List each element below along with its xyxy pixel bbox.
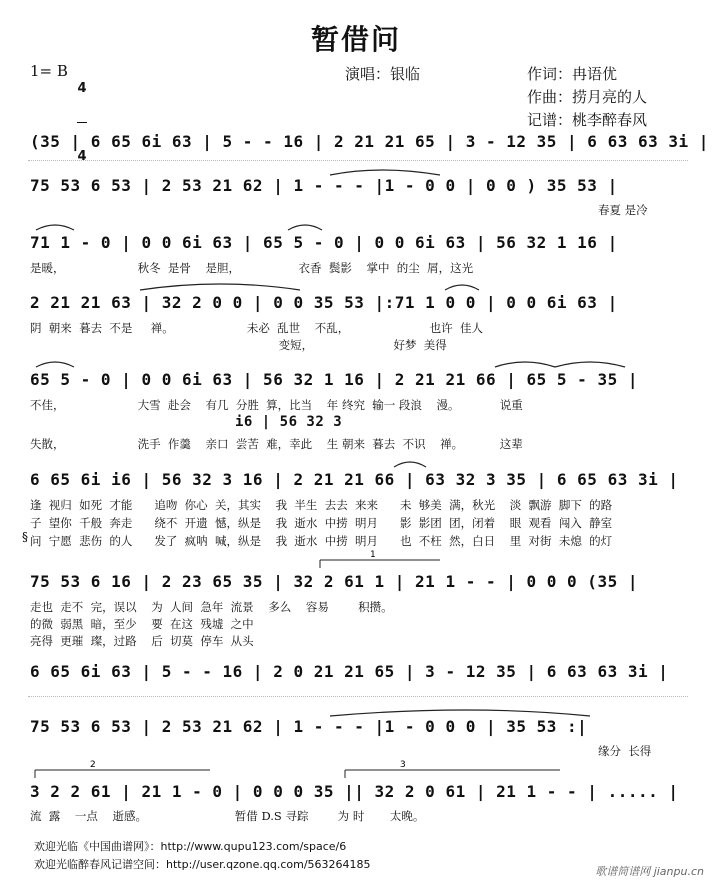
score-row: 6 65 6i i6 | 56 32 3 16 | 2 21 21 66 | 63 32 3 35 | 6 65 63 3i |	[30, 470, 679, 489]
alt-notes: i6 | 56 32 3	[235, 414, 343, 430]
lyricist: 作词：冉语优	[527, 65, 618, 83]
volta-number: 2	[90, 760, 96, 770]
footer-link-qzone[interactable]: 欢迎光临醉春风记谱空间：http://user.qzone.qq.com/563264185	[34, 858, 371, 871]
time-signature-top: 4	[77, 81, 87, 96]
score-row: 71 1 - 0 | 0 0 6i 63 | 65 5 - 0 | 0 0 6i 63 | 56 32 1 16 |	[30, 233, 618, 252]
score-row: 65 5 - 0 | 0 0 6i 63 | 56 32 1 16 | 2 21 21 66 | 65 5 - 35 |	[30, 370, 638, 389]
lyric-line: 不佳， 大雪 赴会 有几 分胜 算，比当 年 终究 输一 段浪 漫。 说重	[30, 398, 523, 412]
slur-arc	[555, 362, 625, 367]
score-row: 3 2 2 61 | 21 1 - 0 | 0 0 0 35 || 32 2 0 61 | 21 1 - - | ..... |	[30, 782, 679, 801]
lyric-line: 问 宁愿 悲伤 的人 发了 疯呐 喊，纵是 我 逝水 中捞 明月 也 不枉 然，白日 里 对街 未熄 的灯	[30, 534, 613, 548]
slur-arc	[36, 225, 74, 230]
lyric-line: 子 望你 千般 奔走 绕不 开遗 憾，纵是 我 逝水 中捞 明月 影 影团 团，闭着 眼 观看 闯入 静室	[30, 516, 613, 530]
slur-arc	[394, 462, 426, 467]
slur-arc	[140, 284, 300, 290]
lyric-line: 春夏 是冷	[598, 203, 648, 217]
lyric-line: 缘分 长得	[598, 744, 652, 758]
song-title: 暂借问	[310, 23, 401, 56]
transcriber: 记谱：桃李醉春风	[527, 111, 648, 129]
lyric-line: 变短， 好梦 美得	[30, 338, 447, 352]
watermark: 歌谱简谱网 jianpu.cn	[595, 865, 704, 878]
score-row: 75 53 6 16 | 2 23 65 35 | 32 2 61 1 | 21 1 - - | 0 0 0 (35 |	[30, 572, 638, 591]
lyric-line: 走也 走不 完，误以 为 人间 急年 流景 多么 容易 积攒。	[30, 600, 393, 614]
lyric-line: 流 露 一点 逝感。 暂借 D.S 寻踪 为 时 太晚。	[30, 809, 425, 823]
lyric-line: 的微 弱黑 暗，至少 要 在这 残墟 之中	[30, 617, 254, 631]
score-row: (35 | 6 65 6i 63 | 5 - - 16 | 2 21 21 65 | 3 - 12 35 | 6 63 63 3i |	[30, 132, 709, 151]
slur-arc	[495, 362, 555, 367]
lyric-line: 失散， 洗手 作羹 亲口 尝苦 难，幸此 生 朝来 暮去 不识 禅。 这辈	[30, 437, 523, 451]
score-row: 75 53 6 53 | 2 53 21 62 | 1 - - - |1 - 0 0 | 0 0 ) 35 53 |	[30, 176, 618, 195]
footer-link-qupu[interactable]: 欢迎光临《中国曲谱网》：http://www.qupu123.com/space/6	[34, 840, 347, 853]
lyric-line: 阴 朝来 暮去 不是 禅。 未必 乱世 不乱， 也许 佳人	[30, 321, 483, 335]
slur-arc	[445, 285, 479, 290]
slur-arc	[330, 170, 440, 175]
score-row: 75 53 6 53 | 2 53 21 62 | 1 - - - |1 - 0 0 0 | 35 53 :|	[30, 717, 588, 736]
time-signature-bottom: 4	[77, 149, 87, 164]
slur-arc	[36, 362, 74, 367]
key-signature: 1= B	[30, 62, 68, 80]
singer: 演唱：银临	[345, 65, 421, 83]
score-row: 6 65 6i 63 | 5 - - 16 | 2 0 21 21 65 | 3 - 12 35 | 6 63 63 3i |	[30, 662, 669, 681]
lyric-line: 是暖， 秋冬 是骨 是胆， 衣香 鬓影 掌中 的尘 屑，这光	[30, 261, 474, 275]
segno-icon: §	[22, 530, 28, 544]
score-row: 2 21 21 63 | 32 2 0 0 | 0 0 35 53 |:71 1 0 0 | 0 0 6i 63 |	[30, 293, 618, 312]
slur-arc	[330, 710, 590, 716]
lyric-line: 亮得 更璀 璨，过路 后 切莫 停车 从头	[30, 634, 254, 648]
lyric-line: 逢 视归 如死 才能 追吻 你心 关，其实 我 半生 去去 来来 未 够美 满，秋光 淡 飘游 脚下 的路	[30, 498, 613, 512]
volta-number: 1	[370, 550, 376, 560]
composer: 作曲：捞月亮的人	[527, 88, 648, 106]
volta-number: 3	[400, 760, 406, 770]
slur-arc	[288, 225, 322, 230]
